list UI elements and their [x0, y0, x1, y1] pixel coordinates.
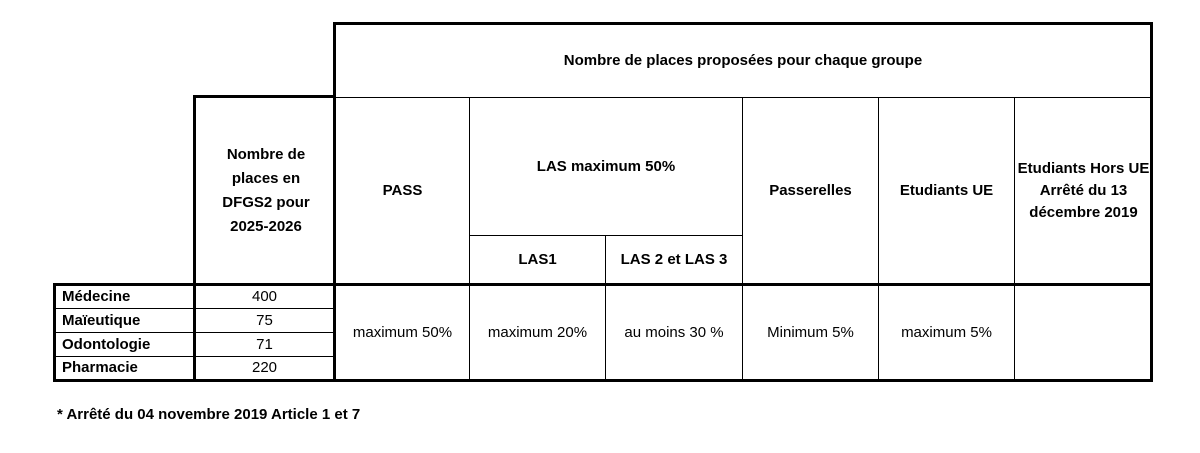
las23-header: LAS 2 et LAS 3: [620, 250, 728, 268]
passerelles-header: Passerelles: [769, 181, 852, 199]
row-label-maieutique: Maïeutique: [62, 311, 141, 329]
row-places-odontologie: 71: [256, 335, 273, 353]
row-places-maieutique: 75: [256, 311, 273, 329]
pass-header: PASS: [382, 181, 423, 199]
dfgs2-header: Nombre de places en DFGS2 pour 2025-2026: [222, 145, 310, 235]
hors-ue-header: Etudiants Hors UE Arrêté du 13 décembre 2019: [1017, 159, 1150, 221]
border-right-table: [1150, 22, 1153, 382]
row-places-medecine: 400: [251, 288, 278, 305]
value-las1: maximum 20%: [487, 323, 588, 341]
border-table-bottom: [53, 379, 1153, 382]
value-las23: au moins 30 %: [624, 323, 724, 341]
value-passerelles: Minimum 5%: [767, 323, 854, 341]
ue-header: Etudiants UE: [899, 181, 994, 199]
value-ue: maximum 5%: [901, 323, 992, 341]
row-label-medecine: Médecine: [62, 288, 131, 305]
value-pass: maximum 50%: [352, 323, 453, 341]
value-hors-ue: [1015, 286, 1150, 379]
row-label-pharmacie: Pharmacie: [62, 359, 138, 376]
footnote: * Arrêté du 04 novembre 2019 Article 1 et 7: [57, 406, 361, 423]
row-places-pharmacie: 220: [251, 359, 278, 376]
las1-header: LAS1: [518, 250, 557, 268]
las-header: LAS maximum 50%: [536, 157, 676, 175]
row-label-odontologie: Odontologie: [62, 335, 151, 353]
group-title: Nombre de places proposées pour chaque groupe: [563, 52, 923, 69]
